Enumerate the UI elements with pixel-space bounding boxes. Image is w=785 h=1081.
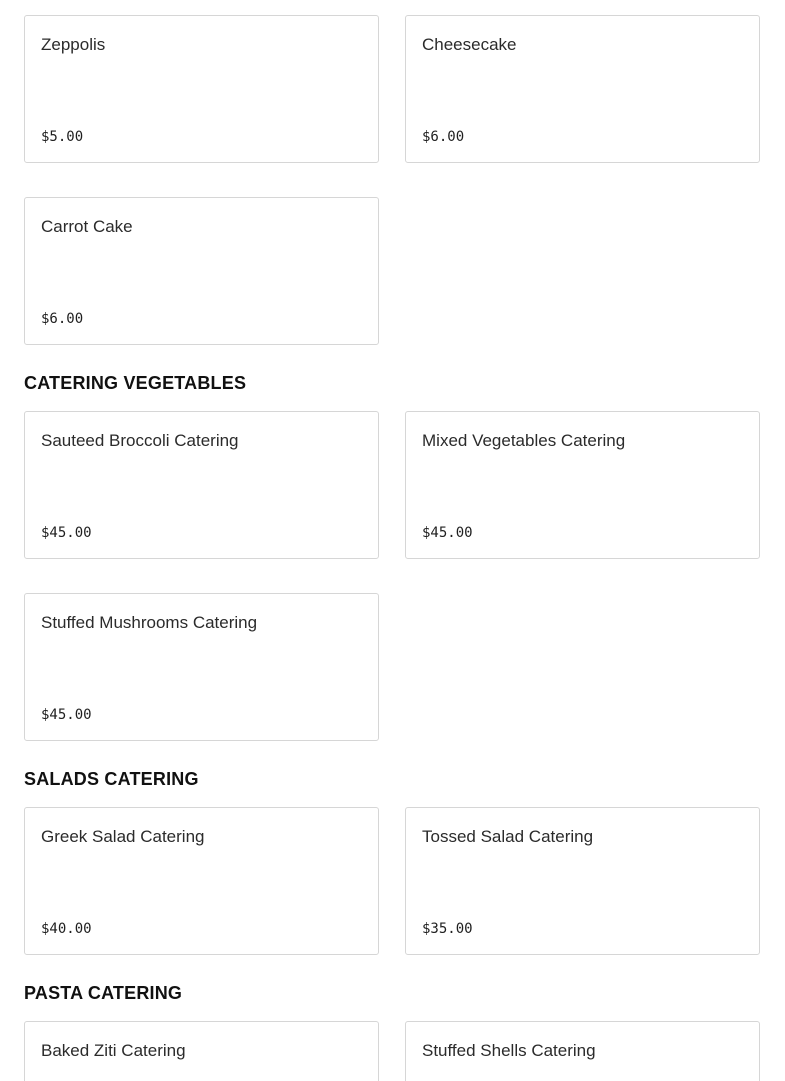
menu-item-name: Mixed Vegetables Catering <box>422 431 626 450</box>
menu-item-price: $6.00 <box>422 129 465 145</box>
menu-item-price: $45.00 <box>41 525 92 541</box>
menu-item-price: $45.00 <box>41 707 92 723</box>
menu-item-card[interactable] <box>24 411 379 559</box>
menu-item-card[interactable] <box>24 593 379 741</box>
menu-item-price: $5.00 <box>41 129 84 145</box>
menu-item-name: Carrot Cake <box>41 217 133 236</box>
menu-item-price: $35.00 <box>422 921 473 937</box>
menu-item-card[interactable] <box>405 15 760 163</box>
menu-item-name: Sauteed Broccoli Catering <box>41 431 239 450</box>
menu-item-card[interactable] <box>24 15 379 163</box>
menu-item-name: Cheesecake <box>422 35 517 54</box>
menu-item-price: $45.00 <box>422 525 473 541</box>
menu-item-card[interactable] <box>24 807 379 955</box>
section-title-salads-catering: SALADS CATERING <box>24 769 199 789</box>
menu-item-name: Zeppolis <box>41 35 106 54</box>
menu-item-name: Baked Ziti Catering <box>41 1041 186 1060</box>
menu-item-card[interactable] <box>405 411 760 559</box>
menu-item-name: Tossed Salad Catering <box>422 827 594 846</box>
section-title-catering-vegetables: CATERING VEGETABLES <box>24 373 247 393</box>
menu-item-name: Stuffed Shells Catering <box>422 1041 596 1060</box>
menu-item-name: Greek Salad Catering <box>41 827 205 846</box>
menu-item-card[interactable] <box>405 807 760 955</box>
menu-item-name: Stuffed Mushrooms Catering <box>41 613 258 632</box>
menu-item-card[interactable] <box>405 1021 760 1081</box>
menu-item-card[interactable] <box>24 1021 379 1081</box>
menu-item-card[interactable] <box>24 197 379 345</box>
menu-item-price: $6.00 <box>41 311 84 327</box>
menu-item-price: $40.00 <box>41 921 92 937</box>
section-title-pasta-catering: PASTA CATERING <box>24 983 183 1003</box>
